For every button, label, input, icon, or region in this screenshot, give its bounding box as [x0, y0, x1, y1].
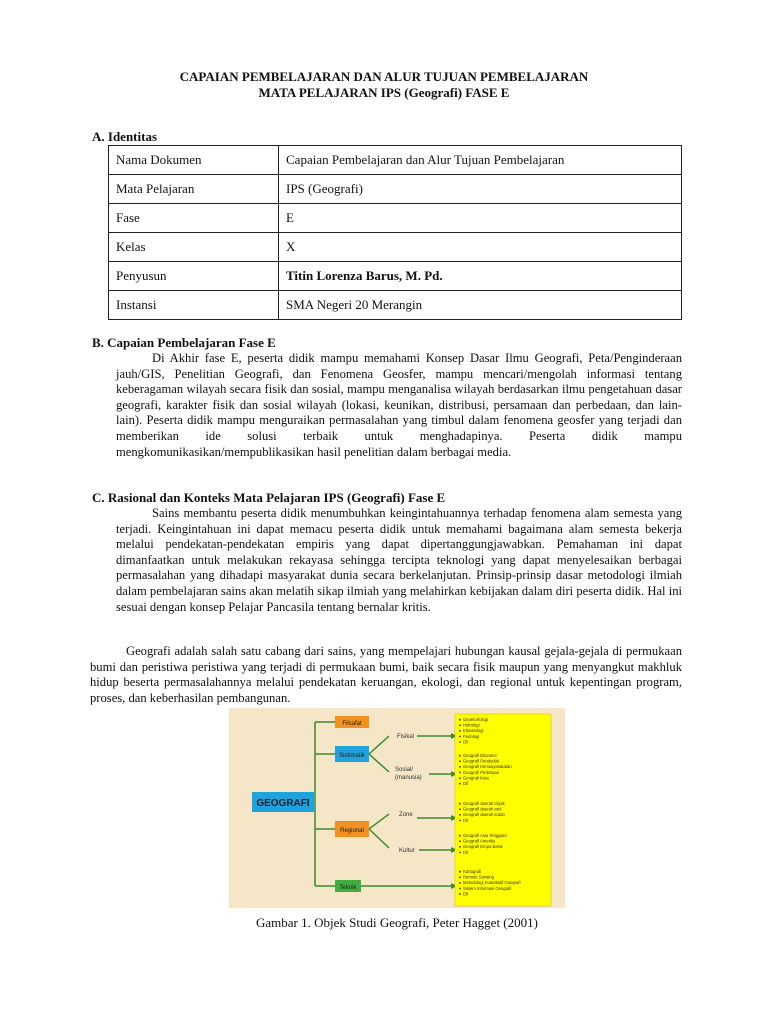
list-item: Remote Sensing [463, 874, 494, 880]
sub-label-sosial: Sosial/ [395, 767, 414, 773]
sub-label-zone: Zone [399, 812, 413, 818]
list-item: Geografi Ekonomi [463, 753, 497, 758]
list-item: Geografi daerah tropik [463, 801, 505, 806]
list-bullet [459, 852, 461, 854]
section-c-paragraph-2: Geografi adalah salah satu cabang dari sains, yang mempelajari hubungan kausal gejala-gejala di permukaan bumi dan peristiwa peristiwa yang terjadi di permukaan bumi, baik secara fisik maupun yang menyangkut makhluk hidup beserta permasalahannya melalui pendekatan keruangan, ekologi, dan regional untuk kepentingan program, proses, dan keberhasilan pembangunan. [90, 644, 682, 705]
list-item: Geografi Penduduk [463, 758, 500, 764]
table-label: Fase [109, 204, 279, 233]
list-item: Geografi Kemasyarakatan [463, 764, 512, 770]
list-item: Geografi Pedesaan [463, 769, 500, 775]
list-bullet [459, 766, 461, 768]
list-item: Dll [463, 739, 468, 745]
section-c-heading: C. Rasional dan Konteks Mata Pelajaran IPS (Geografi) Fase E [92, 490, 446, 505]
document-title-line-1: CAPAIAN PEMBELAJARAN DAN ALUR TUJUAN PEMBELAJARAN [179, 69, 589, 84]
figure-caption: Gambar 1. Objek Studi Geografi, Peter Hagget (2001) [256, 915, 538, 930]
list-item: Dll [463, 891, 468, 897]
list-bullet [459, 888, 461, 890]
list-item: Geografi Kota [463, 775, 489, 781]
branch-label: Regional [340, 828, 364, 834]
list-bullet [459, 808, 461, 810]
list-item: Kartografi [463, 869, 482, 874]
list-bullet [459, 840, 461, 842]
diagram-svg [229, 708, 565, 908]
list-bullet [459, 803, 461, 805]
table-value: Capaian Pembelajaran dan Alur Tujuan Pembelajaran [279, 146, 682, 175]
root-label: GEOGRAFI [256, 798, 310, 809]
table-value: IPS (Geografi) [279, 175, 682, 204]
list-item: Klimatologi [463, 728, 484, 734]
section-b-heading: B. Capaian Pembelajaran Fase E [92, 335, 276, 350]
sub-label-fisikal: Fisikal [397, 734, 415, 740]
list-bullet [459, 730, 461, 732]
list-bullet [459, 777, 461, 779]
table-row [109, 291, 682, 320]
list-bullet [459, 724, 461, 726]
list-item: Geografi daerah arid [463, 806, 502, 812]
table-label: Penyusun [109, 262, 279, 291]
list-bullet [459, 882, 461, 884]
list-bullet [459, 719, 461, 721]
sub-label-kultur: Kultur [399, 848, 415, 854]
branch-label: Teknik [339, 885, 357, 891]
table-label: Nama Dokumen [109, 146, 279, 175]
table-label: Mata Pelajaran [109, 175, 279, 204]
list-bullet [459, 760, 461, 762]
table-value: Titin Lorenza Barus, M. Pd. [279, 262, 682, 291]
list-bullet [459, 820, 461, 822]
section-c-paragraph-1: Sains membantu peserta didik menumbuhkan keingintahuannya terhadap fenomena alam semesta yang terjadi. Keingintahuan ini dapat memacu peserta didik untuk memahami bagaimana alam semesta bekerja melalui pendekatan-pendekatan empiris yang dapat dipertanggungjawabkan. Pemahaman ini dapat dimanfaatkan untuk melakukan rekayasa sehingga tercipta teknologi yang dapat menyelesaikan berbagai permasalahan yang dihadapi masyarakat dunia secara berkelanjutan. Prinsip-prinsip dasar metodologi ilmiah dalam pembelajaran sains akan melatih sikap ilmiah yang melahirkan kebijakan dalam diri peserta didik. Hal ini sesuai dengan konsep Pelajar Pancasila tentang bernalar kritis. [116, 506, 682, 614]
list-item: Geografi Amerika [463, 838, 496, 844]
list-item: Geomorfologi [463, 717, 489, 722]
list-bullet [459, 846, 461, 848]
list-item: Metodologi Kuantitatif Geografi [463, 880, 521, 886]
section-b-paragraph: Di Akhir fase E, peserta didik mampu memahami Konsep Dasar Ilmu Geografi, Peta/Penginderaan jauh/GIS, Penelitian Geografi, dan Fenomena Geosfer, mampu mencari/mengolah informasi tentang keberagaman wilayah secara fisik dan sosial, mampu menganalisa wilayah berdasarkan ilmu pengetahuan dasar geografi, karakter fisik dan sosial wilayah (lokasi, keunikan, distribusi, persamaan dan perbedaan, dan lain-lain). Peserta didik mampu menguraikan permasalahan yang timbul dalam fenomena geosfer yang terjadi dan memberikan ide solusi terbaik untuk menghadapinya. Peserta didik mampu mengkomunikasikan/mempublikasikan hasil penelitian dalam berbagai media. [116, 351, 682, 459]
geography-diagram [229, 708, 565, 908]
section-a-heading: A. Identitas [92, 129, 158, 144]
list-item: Dll [463, 817, 468, 823]
list-item: Dll [463, 849, 468, 855]
list-item: Hidrologi [463, 722, 480, 728]
table-row [109, 175, 682, 204]
list-bullet [459, 741, 461, 743]
list-item: Geografi Eropa Barat [463, 844, 503, 850]
identity-table [108, 145, 682, 320]
list-item: Geografi daerah kutub [463, 812, 505, 818]
table-value: SMA Negeri 20 Merangin [279, 291, 682, 320]
branch-label: Filsafat [342, 721, 362, 727]
list-bullet [459, 893, 461, 895]
list-item: Pedologi [463, 733, 480, 739]
list-bullet [459, 876, 461, 878]
list-item: Dll [463, 781, 468, 786]
table-value: X [279, 233, 682, 262]
list-bullet [459, 736, 461, 738]
table-row [109, 233, 682, 262]
list-bullet [459, 783, 461, 785]
table-row [109, 262, 682, 291]
list-bullet [459, 814, 461, 816]
table-row [109, 146, 682, 175]
document-title-line-2: MATA PELAJARAN IPS (Geografi) FASE E [258, 85, 510, 100]
table-value: E [279, 204, 682, 233]
table-row [109, 204, 682, 233]
list-bullet [459, 772, 461, 774]
table-label: Kelas [109, 233, 279, 262]
list-bullet [459, 755, 461, 757]
list-bullet [459, 835, 461, 837]
table-label: Instansi [109, 291, 279, 320]
branch-label: Sistimatik [339, 753, 365, 759]
list-item: Geografi Asia Tenggara [463, 833, 507, 838]
sub-label-manusia: (manusia) [395, 775, 422, 781]
list-bullet [459, 871, 461, 873]
list-item: Sistem Informasi Geografi [463, 885, 512, 891]
